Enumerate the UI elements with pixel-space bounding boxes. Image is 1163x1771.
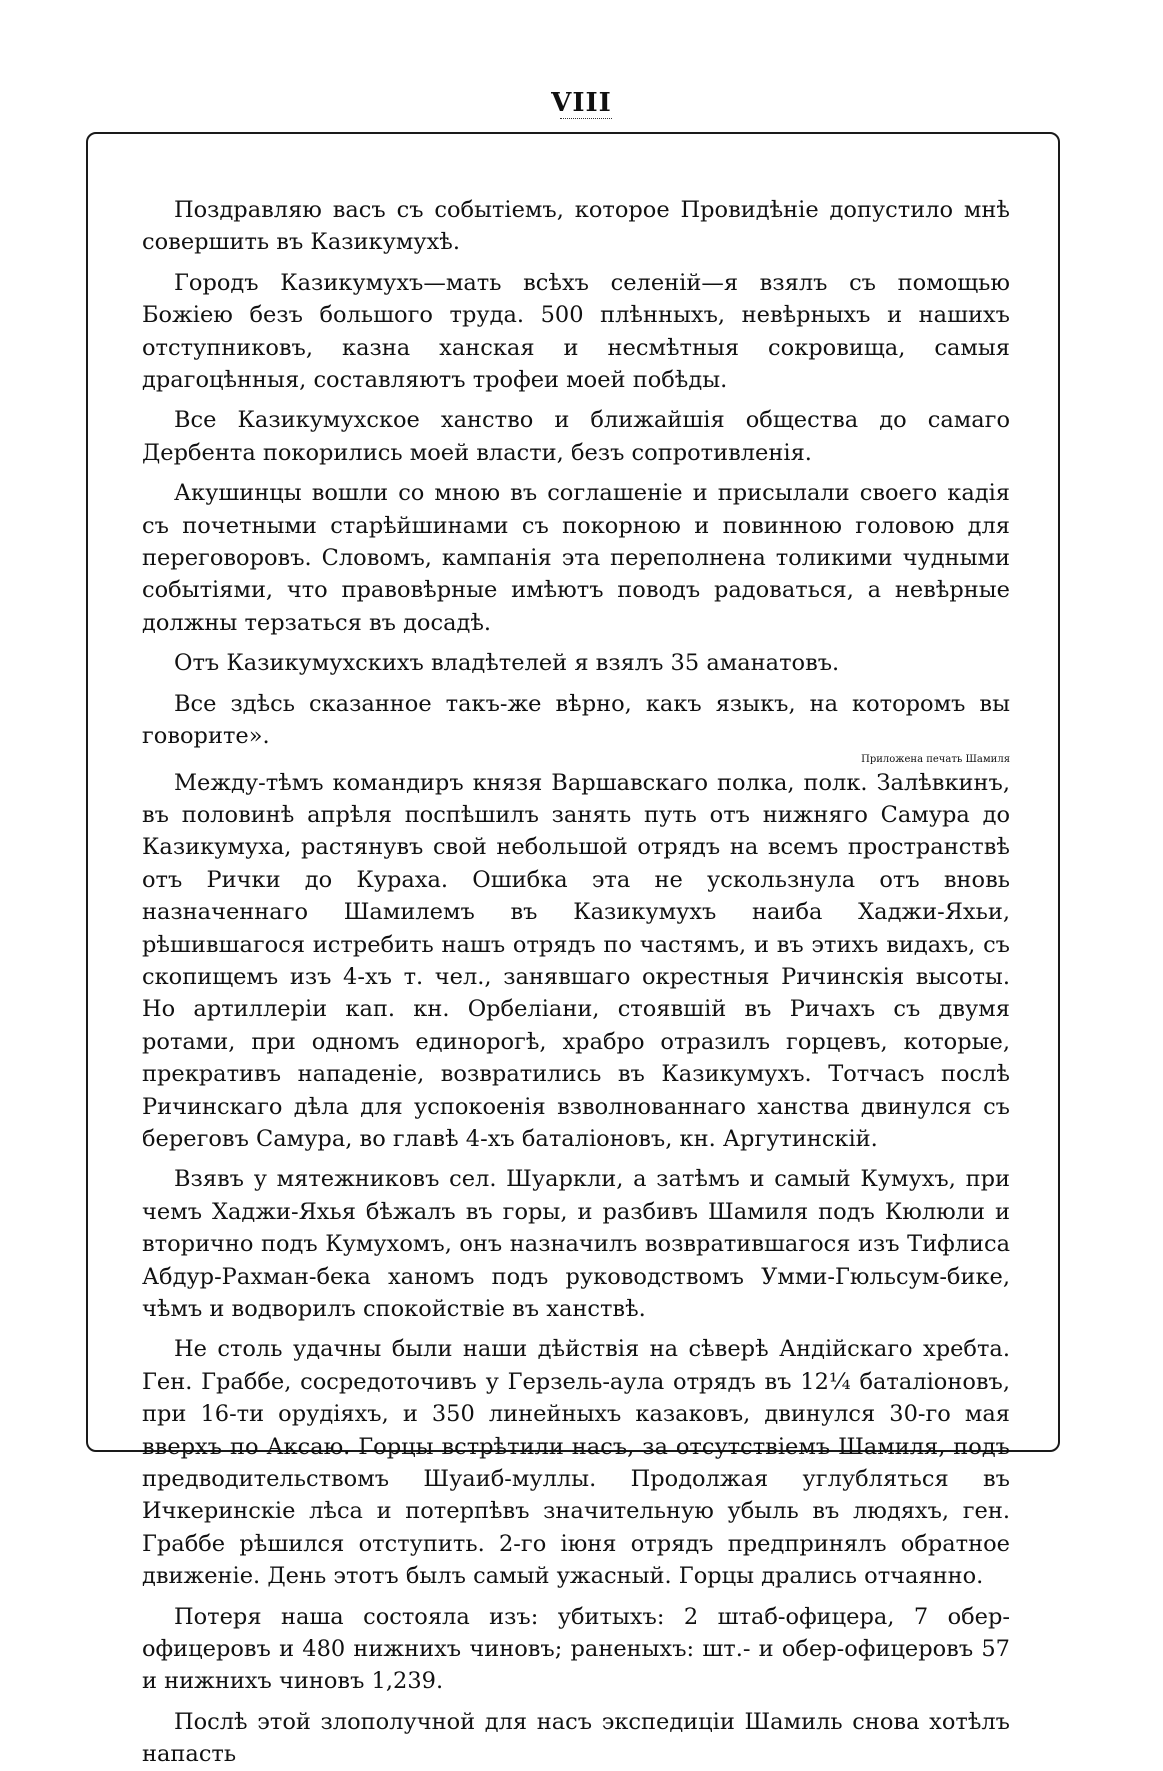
letter-paragraph: Все здѣсь сказанное такъ-же вѣрно, какъ языкъ, на которомъ вы говорите». bbox=[142, 690, 1010, 750]
page-number: VIII bbox=[551, 88, 612, 118]
narrative-paragraph: Взявъ у мятежниковъ сел. Шуаркли, а затѣмъ и самый Кумухъ, при чемъ Хаджи-Яхья бѣжалъ въ горы, и разбивъ Шамиля подъ Кюлюли и вторично подъ Кумухомъ, онъ назначилъ возвратившагося изъ Тифлиса Абдур-Рахман-бека ханомъ подъ руководствомъ Умми-Гюльсум-бике, чѣмъ и водворилъ спокойствіе въ ханствѣ. bbox=[142, 1166, 1010, 1322]
seal-note: Приложена печать Шамиля bbox=[861, 753, 1010, 765]
page-number-underline bbox=[560, 118, 612, 119]
body-text bbox=[142, 194, 1010, 1771]
letter-paragraph: Отъ Казикумухскихъ владѣтелей я взялъ 35 аманатовъ. bbox=[174, 650, 840, 677]
narrative-paragraph: Потеря наша состояла изъ: убитыхъ: 2 штаб-офицера, 7 обер-офицеровъ и 480 нижнихъ чиновъ; раненыхъ: шт.- и обер-офицеровъ 57 и нижнихъ чиновъ 1,239. bbox=[142, 1603, 1010, 1695]
letter-paragraph: Все Казикумухское ханство и ближайшія общества до самаго Дербента покорились моей власти, безъ сопротивленія. bbox=[142, 407, 1010, 466]
letter-paragraph: Городъ Казикумухъ—мать всѣхъ селеній—я взялъ съ помощью Божіею безъ большого труда. 500 плѣнныхъ, невѣрныхъ и нашихъ отступниковъ, казна ханская и несмѣтныя сокровища, самыя драгоцѣнныя, составляютъ трофеи моей побѣды. bbox=[142, 269, 1010, 394]
narrative-paragraph: Между-тѣмъ командиръ князя Варшавскаго полка, полк. Залѣвкинъ, въ половинѣ апрѣля поспѣшилъ занять путь отъ нижняго Самура до Казикумуха, растянувъ свой небольшой отрядъ на всемъ пространствѣ отъ Рички до Кураха. Ошибка эта не ускользнула отъ вновь назначеннаго Шамилемъ въ Казикумухъ наиба Хаджи-Яхьи, рѣшившагося истребить нашъ отрядъ по частямъ, и въ этихъ видахъ, съ скопищемъ изъ 4-хъ т. чел., занявшаго окрестныя Ричинскія высоты. Но артиллеріи кап. кн. Орбеліани, стоявшій въ Ричахъ съ двумя ротами, при одномъ единорогѣ, храбро отразилъ горцевъ, которые, прекративъ нападеніе, возвратились въ Казикумухъ. Тотчасъ послѣ Ричинскаго дѣла для успокоенія взволнованнаго ханства двинулся съ береговъ Самура, во главѣ 4-хъ баталіоновъ, кн. Аргутинскій. bbox=[142, 769, 1010, 1152]
letter-paragraph: Поздравляю васъ съ событіемъ, которое Провидѣніе допустило мнѣ совершить въ Казикумухѣ. bbox=[142, 197, 1010, 256]
narrative-paragraph: Не столь удачны были наши дѣйствія на сѣверѣ Андійскаго хребта. Ген. Граббе, сосредоточивъ у Герзель-аула отрядъ въ 12¼ баталіоновъ, при 16-ти орудіяхъ, и 350 линейныхъ казаковъ, двинулся 30-го мая вверхъ по Аксаю. Горцы встрѣтили насъ, за отсутствіемъ Шамиля, подъ предводительствомъ Шуаиб-муллы. Продолжая углубляться въ Ичкеринскіе лѣса и потерпѣвъ значительную убыль въ людяхъ, ген. Граббе рѣшился отступить. 2-го іюня отрядъ предпринялъ обратное движеніе. День этотъ былъ самый ужасный. Горцы дрались отчаянно. bbox=[142, 1336, 1010, 1590]
narrative-paragraph: Послѣ этой злополучной для насъ экспедиціи Шамиль снова хотѣлъ напасть bbox=[142, 1708, 1010, 1768]
letter-paragraph: Акушинцы вошли со мною въ соглашеніе и присылали своего кадія съ почетными старѣйшинами съ покорною и повинною головою для переговоровъ. Словомъ, кампанія эта переполнена толикими чудными событіями, что правовѣрные имѣютъ поводъ радоваться, а невѣрные должны терзаться въ досадѣ. bbox=[142, 480, 1010, 636]
